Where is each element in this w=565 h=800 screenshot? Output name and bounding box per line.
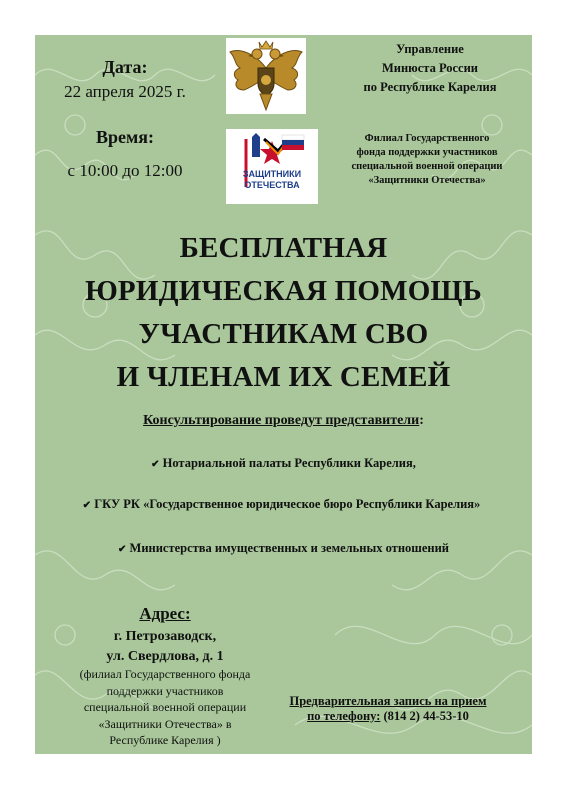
address-label: Адрес: bbox=[139, 604, 191, 623]
list-item bbox=[35, 456, 532, 471]
date-value: 22 апреля 2025 г. bbox=[64, 82, 186, 101]
check-icon: ✔ bbox=[82, 500, 92, 511]
ministry-line: по Республике Карелия bbox=[363, 80, 497, 94]
ministry-name bbox=[340, 40, 520, 97]
list-item-text: ГКУ РК «Государственное юридическое бюро Республики Карелия» bbox=[94, 497, 481, 511]
list-item-text: Нотариальной палаты Республики Карелия, bbox=[162, 456, 416, 470]
time-label: Время: bbox=[96, 127, 154, 147]
address-note-line: специальной военной операции bbox=[83, 700, 247, 714]
consultation-title-suffix: : bbox=[419, 413, 424, 428]
double-headed-eagle-emblem-icon bbox=[226, 38, 306, 114]
fund-name bbox=[322, 132, 532, 188]
registration-phone-prefix: по телефону: bbox=[307, 709, 381, 723]
fund-line: Филиал Государственного bbox=[364, 133, 490, 144]
consultation-title bbox=[35, 413, 532, 429]
address-note bbox=[35, 666, 295, 749]
address-note-line: (филиал Государственного фонда bbox=[79, 667, 251, 681]
list-item-text: Министерства имущественных и земельных отношений bbox=[129, 541, 449, 555]
fund-line: специальной военной операции bbox=[351, 161, 503, 172]
address-note-line: поддержки участников bbox=[106, 683, 224, 698]
defenders-of-fatherland-logo-icon bbox=[226, 129, 318, 204]
headline-line: УЧАСТНИКАМ СВО bbox=[138, 318, 429, 350]
address-street: ул. Свердлова, д. 1 bbox=[106, 649, 224, 664]
fund-logo-text-2: ОТЕЧЕСТВА bbox=[244, 180, 300, 190]
ministry-line: Управление bbox=[396, 42, 464, 56]
address-city: г. Петрозаводск, bbox=[113, 629, 217, 644]
check-icon: ✔ bbox=[151, 459, 160, 470]
poster bbox=[35, 35, 532, 754]
list-item bbox=[35, 541, 532, 556]
ministry-line: Минюста России bbox=[381, 61, 479, 75]
headline-line: БЕСПЛАТНАЯ bbox=[179, 232, 388, 264]
headline-line: ЮРИДИЧЕСКАЯ ПОМОЩЬ bbox=[85, 275, 482, 307]
fund-line: фонда поддержки участников bbox=[356, 147, 498, 158]
time-value: с 10:00 до 12:00 bbox=[67, 161, 183, 180]
registration-info bbox=[273, 694, 503, 724]
address-note-line: «Защитники Отечества» в bbox=[98, 716, 232, 731]
headline bbox=[35, 227, 532, 399]
fund-line: «Защитники Отечества» bbox=[368, 175, 486, 186]
registration-line: Предварительная запись на прием bbox=[289, 694, 487, 708]
headline-line: И ЧЛЕНАМ ИХ СЕМЕЙ bbox=[116, 361, 451, 393]
address-note-line: Республике Карелия ) bbox=[109, 733, 221, 747]
registration-phone: (814 2) 44-53-10 bbox=[380, 709, 469, 723]
fund-logo-text-1: ЗАЩИТНИКИ bbox=[242, 169, 302, 179]
check-icon: ✔ bbox=[118, 544, 127, 555]
consultation-title-text: Консультирование проведут представители bbox=[143, 413, 420, 428]
list-item bbox=[35, 497, 530, 512]
date-label: Дата: bbox=[102, 57, 148, 77]
